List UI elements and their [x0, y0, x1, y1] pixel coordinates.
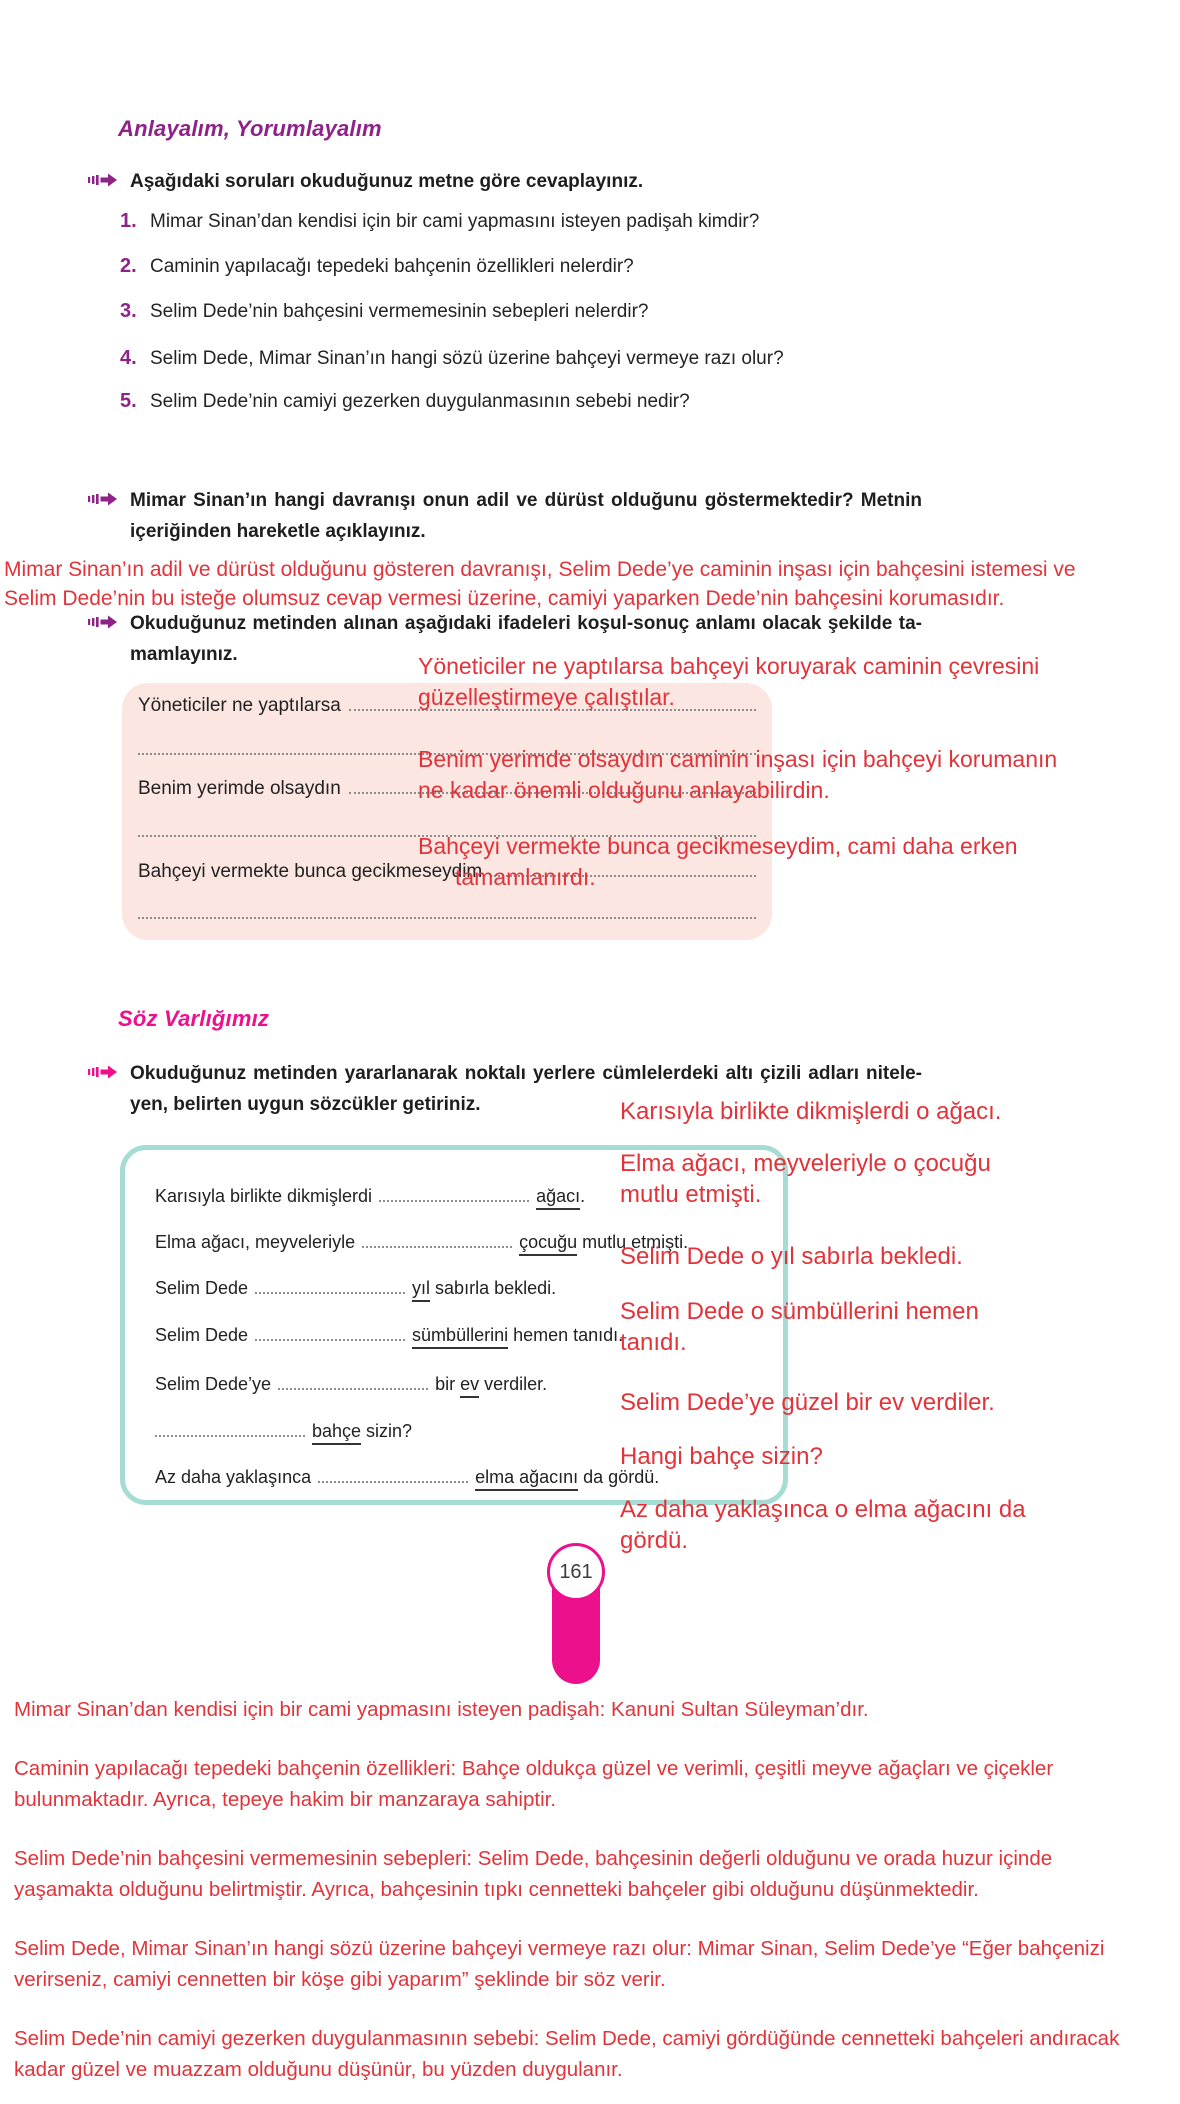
fill-item-text: hemen tanıdı. [508, 1325, 624, 1345]
question-number: 4. [120, 347, 137, 369]
kosul-prompt: Yöneticiler ne yaptılarsa [138, 695, 341, 716]
bottom-answer-paragraph: Selim Dede, Mimar Sinan’ın hangi sözü üzerine bahçeyi vermeye razı olur: Mimar Sinan, Selim Dede’ye “Eğer bahçenizi verirseniz, camiyi cennetten bir köşe gibi yaparım” şeklinde bir söz verir. [14, 1937, 1105, 1991]
bottom-answer-paragraph: Selim Dede’nin bahçesini vermemesinin sebepleri: Selim Dede, bahçesinin değerli olduğunu ve orada huzur içinde yaşamakta olduğunu belirtmiştir. Ayrıca, bahçesinin tıpkı cennetteki bahçeler gibi olduğunu düşünmektedir. [14, 1847, 1053, 1901]
directive-arrow-icon [88, 491, 118, 507]
answer-annotation-kosul-2-line2: ne kadar önemli olduğunu anlayabilirdin. [418, 777, 830, 803]
fill-item [155, 1325, 623, 1349]
question-number: 3. [120, 300, 137, 322]
question-item [120, 347, 784, 370]
directive-arrow-icon [88, 614, 118, 630]
fill-item-text: Selim Dede [155, 1325, 249, 1345]
answer-annotation-soz-5: Hangi bahçe sizin? [620, 1443, 823, 1470]
underlined-word: yıl [412, 1278, 430, 1302]
fill-item-text: sizin? [361, 1421, 413, 1441]
question-item [120, 255, 634, 278]
dotted-line [318, 1471, 468, 1483]
kosul-prompt: Benim yerimde olsaydın [138, 778, 341, 799]
page-number: 161 [559, 1560, 593, 1583]
underlined-word: bahçe [312, 1421, 361, 1445]
directive-1 [88, 166, 888, 197]
fill-item [155, 1186, 585, 1210]
underlined-word: çocuğu [519, 1232, 577, 1256]
question-text: Caminin yapılacağı tepedeki bahçenin özellikleri nelerdir? [150, 256, 634, 277]
dotted-line [255, 1282, 405, 1294]
question-text: Mimar Sinan’dan kendisi için bir cami yapmasını isteyen padişah kimdir? [150, 211, 760, 232]
answer-annotation-kosul-3-line2: tamamlanırdı. [455, 864, 596, 890]
underlined-word: elma ağacını [475, 1467, 578, 1491]
directive-2-text-line1: Mimar Sinan’ın hangi davranışı onun adil ve dürüst olduğunu göstermektedir? Metnin [130, 490, 922, 511]
answer-annotation-soz-2: Selim Dede o yıl sabırla bekledi. [620, 1243, 963, 1270]
bottom-answer-paragraph: Caminin yapılacağı tepedeki bahçenin özellikleri: Bahçe oldukça güzel ve verimli, çeşitli meyve ağaçları ve çiçekler bulunmaktadır. Ayrıca, tepeye hakim bir manzaraya sahiptir. [14, 1757, 1054, 1811]
section-title-anlayalim: Anlayalım, Yorumlayalım [118, 116, 382, 141]
directive-2 [88, 485, 922, 547]
directive-4-text-line1: Okuduğunuz metinden yararlanarak noktalı yerlere cümlelerdeki altı çizili adları nitele- [130, 1063, 922, 1084]
question-item [120, 300, 648, 323]
dotted-line [379, 1190, 529, 1202]
answer-annotation-kosul-2-line1: Benim yerimde olsaydın caminin inşası için bahçeyi korumanın [418, 746, 1058, 772]
fill-item-text: Elma ağacı, meyveleriyle [155, 1232, 356, 1252]
question-item [120, 210, 759, 233]
answer-annotation-soz-6: Az daha yaklaşınca o elma ağacını da gördü. [620, 1496, 1026, 1554]
fill-item-text: . [580, 1186, 586, 1206]
question-text: Selim Dede, Mimar Sinan’ın hangi sözü üzerine bahçeyi vermeye razı olur? [150, 348, 784, 369]
fill-item-text: da gördü. [578, 1467, 660, 1487]
fill-item [155, 1421, 412, 1445]
directive-4-text-line2: yen, belirten uygun sözcükler getiriniz. [130, 1094, 481, 1115]
dotted-line [278, 1378, 428, 1390]
underlined-word: sümbüllerini [412, 1325, 508, 1349]
fill-item [155, 1374, 547, 1398]
answer-annotation-kosul-1-line2: güzelleştirmeye çalıştılar. [418, 684, 675, 710]
fill-item-text: Selim Dede’ye [155, 1374, 272, 1394]
fill-item-text: mutlu etmişti. [577, 1232, 689, 1252]
directive-arrow-icon [88, 1064, 118, 1080]
fill-item-text: verdiler. [479, 1374, 548, 1394]
directive-arrow-icon [88, 172, 118, 188]
answer-annotation-adil-line2: Selim Dede’nin bu isteğe olumsuz cevap vermesi üzerine, camiyi yaparken Dede’nin bahçesini korumasıdır. [4, 587, 1005, 610]
question-number: 5. [120, 390, 137, 412]
question-number: 2. [120, 255, 137, 277]
directive-2-text-line2: içeriğinden hareketle açıklayınız. [130, 521, 426, 542]
underlined-word: ev [460, 1374, 479, 1398]
directive-3-text-line1: Okuduğunuz metinden alınan aşağıdaki ifadeleri koşul-sonuç anlamı olacak şekilde ta- [130, 613, 922, 634]
dotted-line [138, 917, 756, 919]
question-item [120, 390, 690, 413]
bottom-answer-paragraph: Mimar Sinan’dan kendisi için bir cami yapmasını isteyen padişah: Kanuni Sultan Süleyman’dır. [14, 1698, 869, 1721]
question-text: Selim Dede’nin bahçesini vermemesinin sebepleri nelerdir? [150, 301, 649, 322]
page-number-circle [547, 1543, 605, 1601]
underlined-word: ağacı [536, 1186, 580, 1210]
fill-item [155, 1467, 659, 1491]
bottom-answers [14, 1694, 1144, 2104]
section-title-soz-varligimiz: Söz Varlığımız [118, 1006, 270, 1031]
dotted-line [255, 1329, 405, 1341]
dotted-line [362, 1236, 512, 1248]
answer-annotation-soz-0: Karısıyla birlikte dikmişlerdi o ağacı. [620, 1098, 1002, 1125]
fill-item-text: sabırla bekledi. [430, 1278, 557, 1298]
answer-annotation-kosul-1-line1: Yöneticiler ne yaptılarsa bahçeyi koruyarak caminin çevresini [418, 653, 1040, 679]
fill-item-text: Az daha yaklaşınca [155, 1467, 312, 1487]
bottom-answer-paragraph: Selim Dede’nin camiyi gezerken duygulanmasının sebebi: Selim Dede, camiyi gördüğünde cennetteki bahçeleri andıracak kadar güzel ve muazzam olduğunu düşünür, bu yüzden duygulanır. [14, 2027, 1120, 2081]
dotted-line [155, 1425, 305, 1437]
fill-item [155, 1278, 556, 1302]
answer-annotation-kosul-3-line1: Bahçeyi vermekte bunca gecikmeseydim, cami daha erken [418, 833, 1018, 859]
answer-annotation-adil-line1: Mimar Sinan’ın adil ve dürüst olduğunu gösteren davranışı, Selim Dede’ye caminin inşası için bahçesini istemesi ve [4, 558, 1076, 581]
question-text: Selim Dede’nin camiyi gezerken duygulanmasının sebebi nedir? [150, 391, 690, 412]
fill-item-text: bir [435, 1374, 461, 1394]
fill-item-text: Karısıyla birlikte dikmişlerdi [155, 1186, 373, 1206]
kosul-box [122, 683, 772, 940]
answer-annotation-soz-3: Selim Dede o sümbüllerini hemen tanıdı. [620, 1298, 979, 1356]
kosul-prompt: Bahçeyi vermekte bunca gecikmeseydim [138, 861, 483, 882]
fill-item [155, 1232, 688, 1256]
kosul-prompt-row [138, 861, 756, 883]
directive-3-text-line2: mamlayınız. [130, 644, 238, 665]
question-number: 1. [120, 210, 137, 232]
directive-1-text: Aşağıdaki soruları okuduğunuz metne göre cevaplayınız. [130, 171, 644, 192]
answer-annotation-soz-1: Elma ağacı, meyveleriyle o çocuğu mutlu etmişti. [620, 1150, 991, 1208]
answer-annotation-soz-4: Selim Dede’ye güzel bir ev verdiler. [620, 1389, 995, 1416]
fill-item-text: Selim Dede [155, 1278, 249, 1298]
